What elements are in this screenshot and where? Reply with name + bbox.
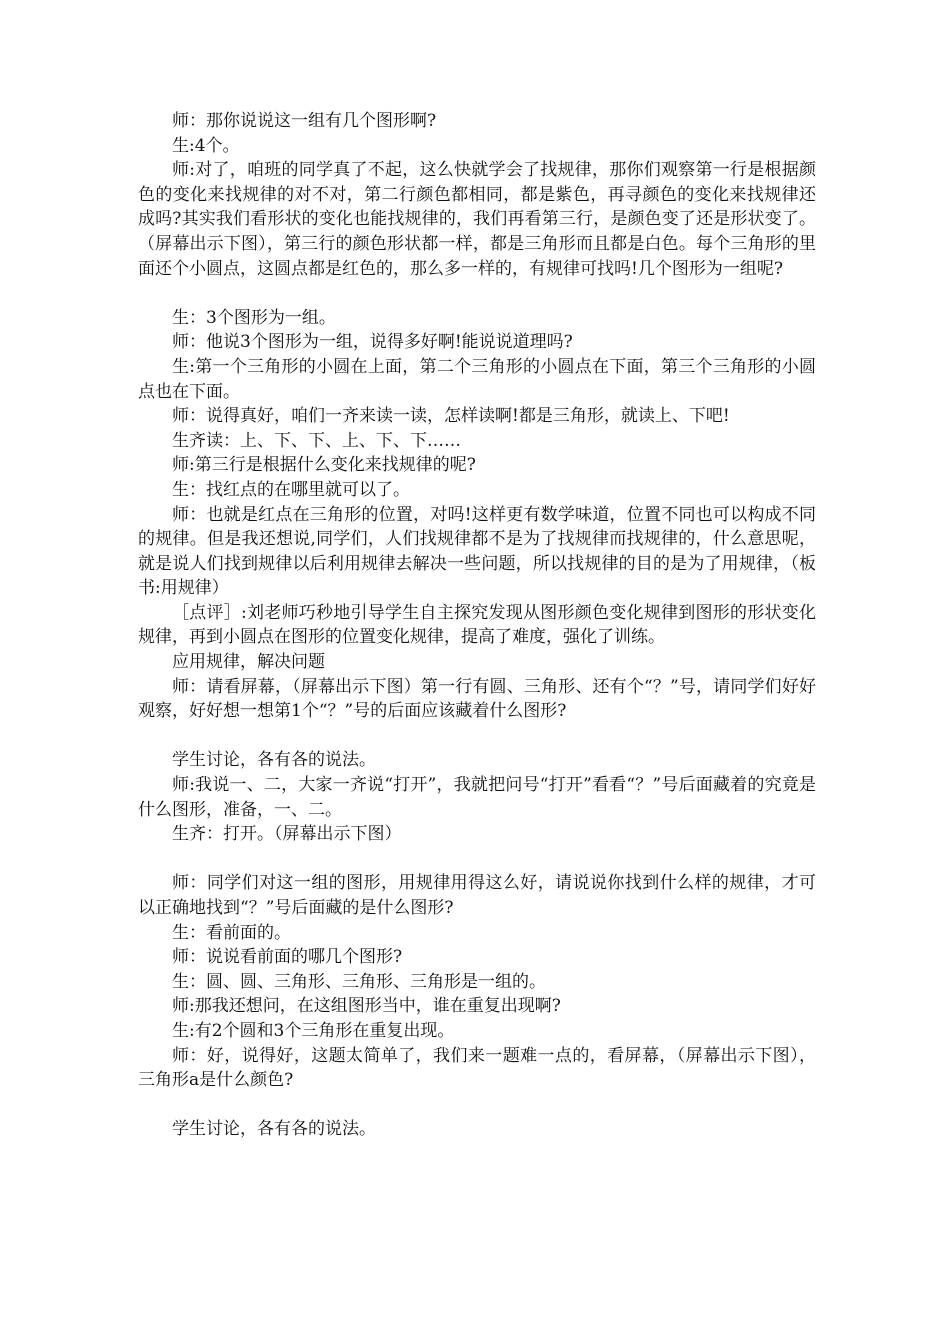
paragraph: 学生讨论，各有各的说法。 [172, 1119, 376, 1140]
paragraph: 师：也就是红点在三角形的位置，对吗!这样更有数学味道，位置不同也可以构成不同的规律。但是我还想说,同学们，人们找规律都不是为了找规律而找规律的，什么意思呢，就是说人们找到规律以后利用规律去解决一些问题，所以找规律的目的是为了用规律，（板书:用规律） [138, 504, 816, 599]
document-body [138, 109, 816, 1142]
paragraph: 师：说得真好，咱们一齐来读一读，怎样读啊!都是三角形，就读上、下吧! [172, 406, 730, 427]
paragraph: 师：那你说说这一组有几个图形啊? [172, 111, 437, 131]
blank-line [138, 281, 816, 306]
paragraph: 师：同学们对这一组的图形，用规律用得这么好，请说说你找到什么样的规律，才可以正确地找到“？”号后面藏的是什么图形? [138, 873, 816, 918]
paragraph: 生齐：打开。（屏幕出示下图） [172, 824, 402, 845]
paragraph: 生：圆、圆、三角形、三角形、三角形是一组的。 [172, 971, 546, 992]
paragraph: 生:4个。 [172, 135, 240, 156]
paragraph: 生：3个图形为一组。 [172, 307, 336, 328]
paragraph: 生:有2个圆和3个三角形在重复出现。 [172, 1020, 455, 1041]
paragraph: 生：找红点的在哪里就可以了。 [172, 479, 410, 500]
blank-line [138, 847, 816, 872]
blank-line [138, 724, 816, 749]
paragraph: 生齐读：上、下、下、上、下、下…… [172, 430, 461, 451]
paragraph: 师：请看屏幕，（屏幕出示下图）第一行有圆、三角形、还有个“？”号，请同学们好好观察，好好想一想第1个“？”号的后面应该藏着什么图形? [138, 676, 816, 722]
paragraph: 生：看前面的。 [172, 922, 291, 943]
paragraph: 师：好，说得好，这题太简单了，我们来一题难一点的，看屏幕，（屏幕出示下图），三角形a是什么颜色? [138, 1045, 816, 1091]
section-heading: 应用规律，解决问题 [172, 652, 325, 673]
blank-line [138, 1093, 816, 1118]
paragraph: 师:那我还想问，在这组图形当中，谁在重复出现啊? [172, 996, 561, 1017]
paragraph: 师:对了，咱班的同学真了不起，这么快就学会了找规律，那你们观察第一行是根据颜色的变化来找规律的对不对，第二行颜色都相同，都是紫色，再寻颜色的变化来找规律还成吗?其实我们看形状的变化也能找规律的，我们再看第三行，是颜色变了还是形状变了。（屏幕出示下图），第三行的颜色形状都一样，都是三角形而且都是白色。每个三角形的里面还个小圆点，这圆点都是红色的，那么多一样的，有规律可找吗!几个图形为一组呢? [138, 160, 816, 279]
paragraph: 学生讨论，各有各的说法。 [172, 750, 376, 771]
paragraph: 师:第三行是根据什么变化来找规律的呢? [172, 455, 476, 476]
comment-paragraph: ［点评］:刘老师巧秒地引导学生自主探究发现从图形颜色变化规律到图形的形状变化规律，再到小圆点在图形的位置变化规律，提高了难度，强化了训练。 [138, 602, 816, 648]
paragraph: 师：他说3个图形为一组，说得多好啊!能说说道理吗? [172, 332, 573, 353]
paragraph: 生:第一个三角形的小圆在上面，第二个三角形的小圆点在下面，第三个三角形的小圆点也在下面。 [138, 356, 816, 402]
paragraph: 师：说说看前面的哪几个图形? [172, 947, 403, 968]
paragraph: 师:我说一、二，大家一齐说“打开”，我就把问号“打开”看看“？”号后面藏着的究竟是什么图形，准备，一、二。 [138, 775, 816, 820]
